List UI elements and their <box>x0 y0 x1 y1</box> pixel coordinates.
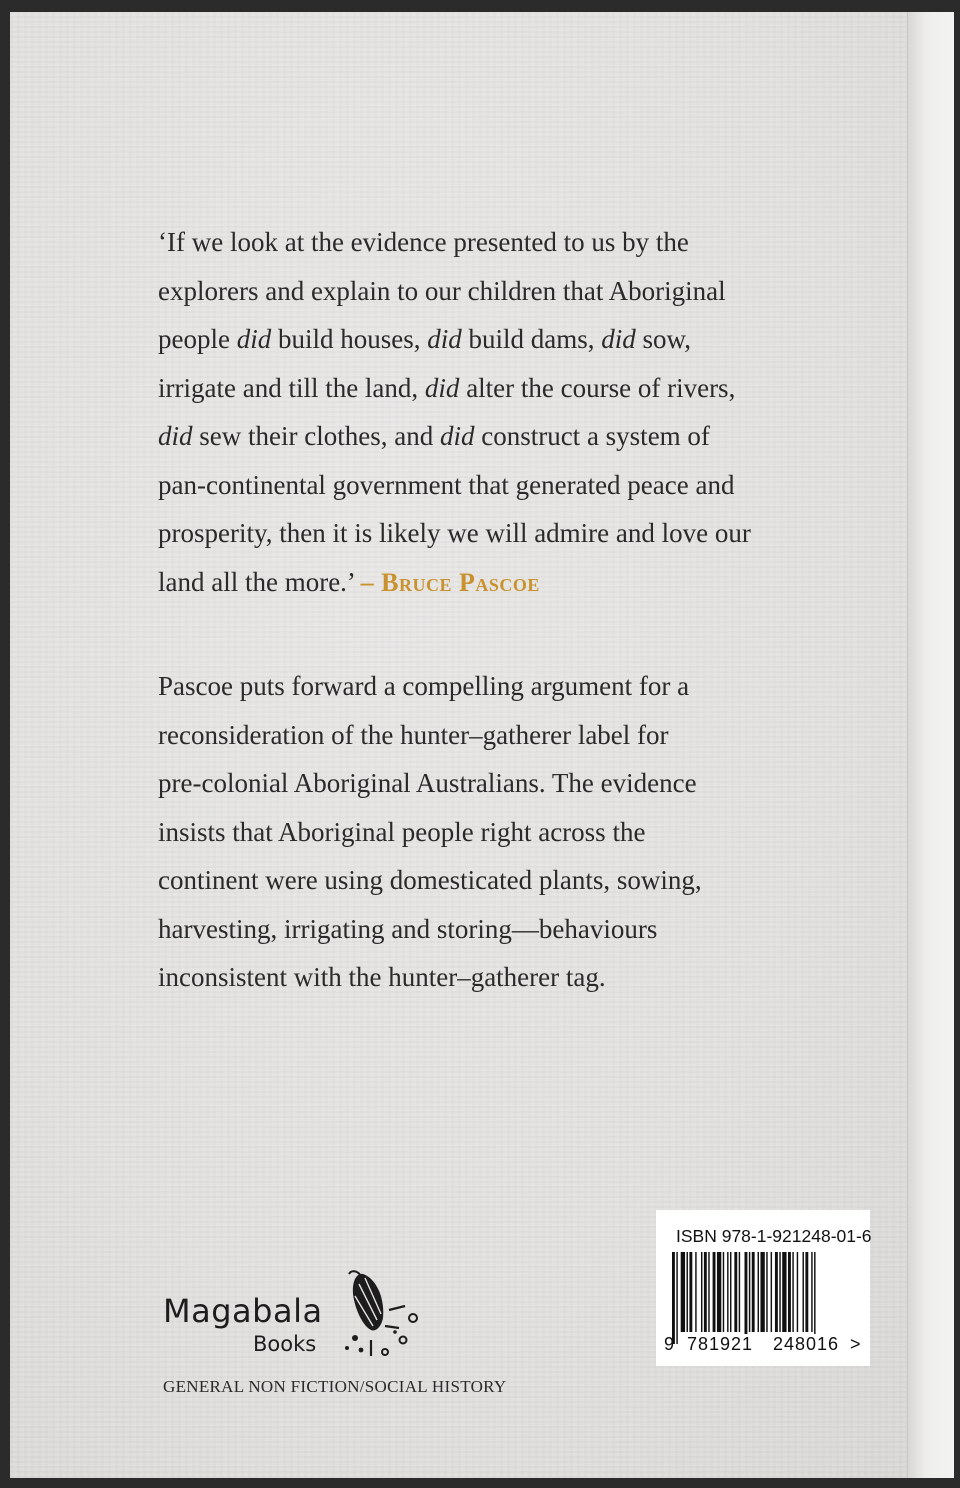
barcode-digits-right: 248016 <box>773 1334 840 1354</box>
blurb-line: inconsistent with the hunter–gatherer tag. <box>158 962 606 992</box>
quote-line-last <box>158 558 858 608</box>
quote-line: pan-continental government that generated peace and <box>158 469 735 500</box>
quote-text-end: land all the more.’ <box>158 566 354 597</box>
category-label: GENERAL NON FICTION/SOCIAL HISTORY <box>163 1377 507 1396</box>
blurb-line: harvesting, irrigating and storing—behaviours <box>158 913 658 944</box>
book-blurb <box>158 662 858 1002</box>
page-edge <box>907 12 954 1478</box>
seed-pod-icon <box>341 1270 427 1362</box>
quote-line: prosperity, then it is likely we will admire and love our <box>158 518 751 548</box>
quote-line: explorers and explain to our children that Aboriginal <box>158 275 726 306</box>
barcode-end-mark: > <box>850 1334 861 1354</box>
blurb-line: reconsideration of the hunter–gatherer label for <box>158 719 669 750</box>
quote-line: did sew their clothes, and did construct a system of <box>158 421 710 451</box>
quote-line: ‘If we look at the evidence presented to us by the <box>158 227 689 257</box>
publisher-name: Magabala <box>163 1292 323 1330</box>
isbn-label: ISBN 978-1-921248-01-6 <box>676 1226 872 1246</box>
barcode-digits-left: 781921 <box>687 1334 754 1354</box>
blurb-line: continent were using domesticated plants, sowing, <box>158 865 702 895</box>
quote-line: irrigate and till the land, did alter the course of rivers, <box>158 372 736 403</box>
quote-line: people did build houses, did build dams, did sow, <box>158 324 692 354</box>
isbn-barcode <box>656 1210 870 1366</box>
publisher-sub: Books <box>253 1332 317 1356</box>
blurb-line: pre-colonial Aboriginal Australians. The evidence <box>158 768 697 798</box>
author-quote <box>158 218 858 607</box>
quote-attribution: – Bruce Pascoe <box>360 567 540 597</box>
publisher-logo <box>163 1270 443 1370</box>
blurb-line: Pascoe puts forward a compelling argument for a <box>158 671 690 701</box>
blurb-line: insists that Aboriginal people right across the <box>158 816 646 847</box>
barcode-lead-digit: 9 <box>664 1334 675 1354</box>
